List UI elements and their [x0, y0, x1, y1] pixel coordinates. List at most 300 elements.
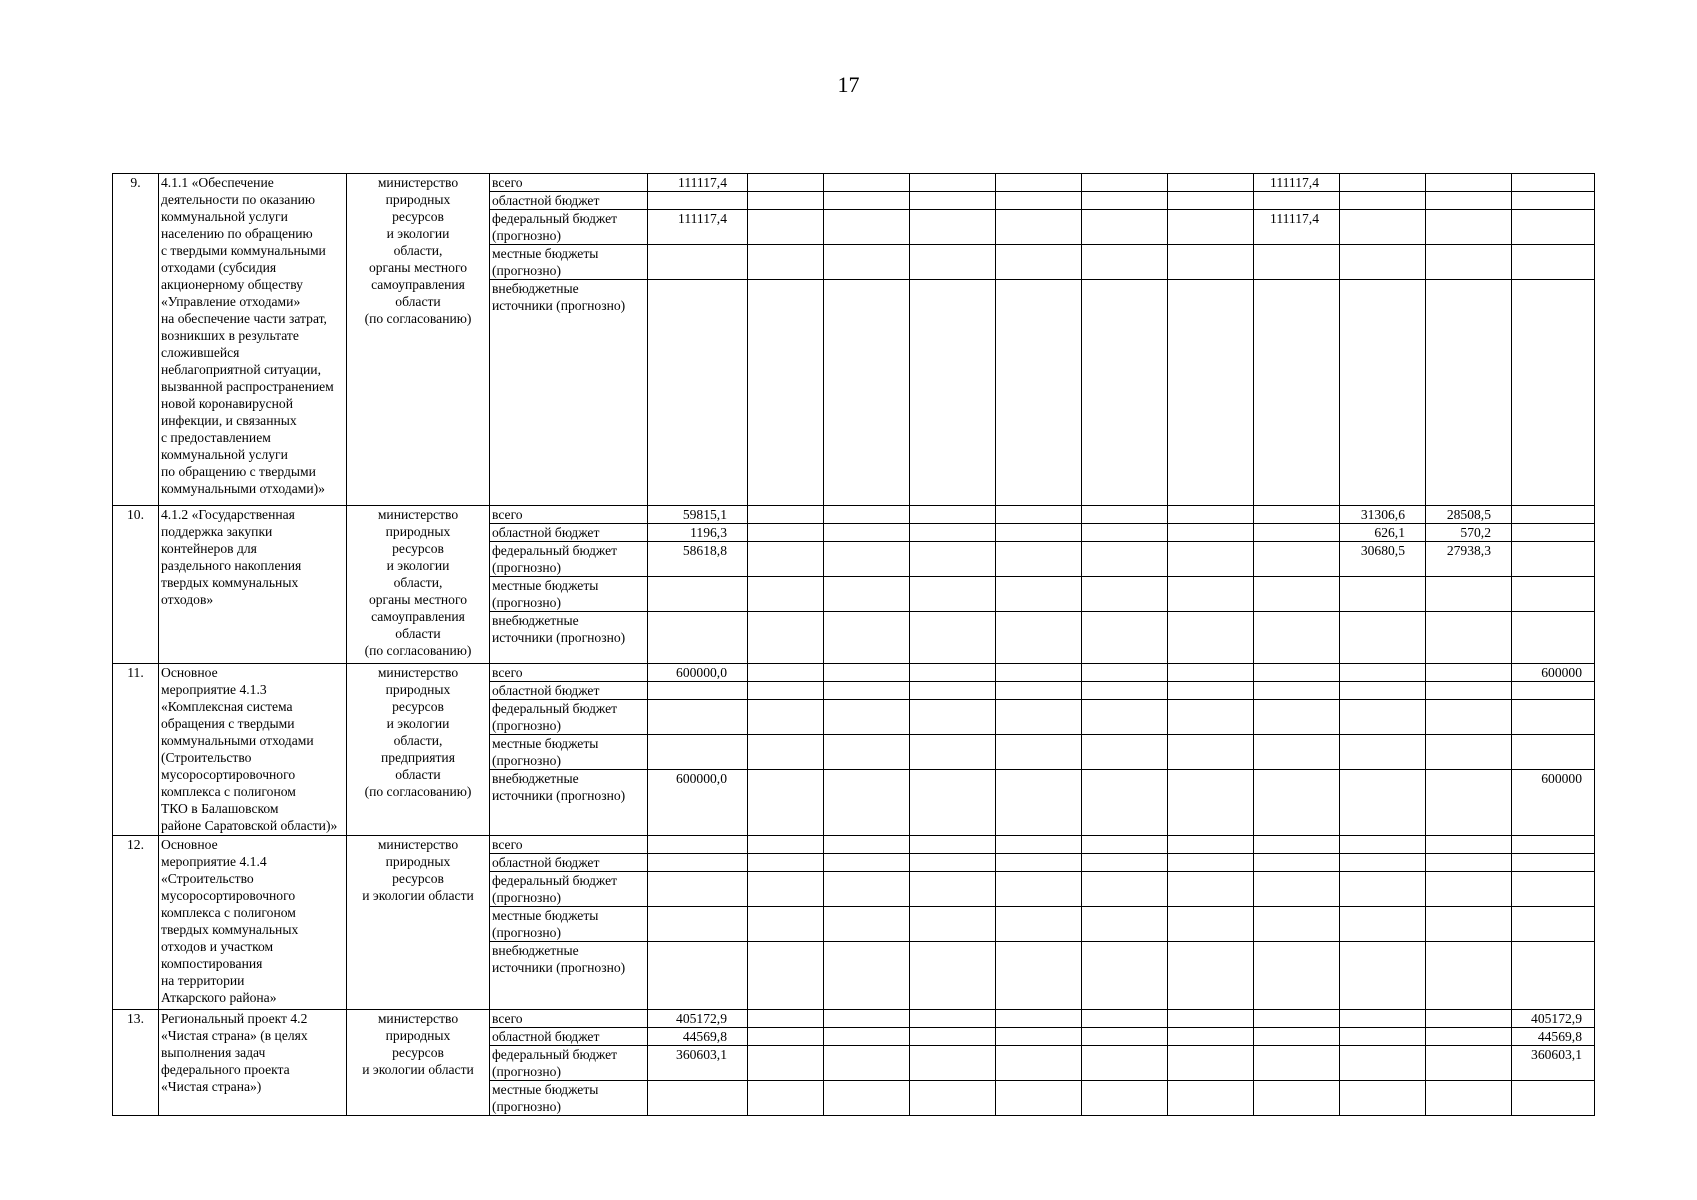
funding-source-label: местные бюджеты (прогнозно): [490, 907, 648, 942]
value-cell: [1512, 735, 1595, 770]
value-cell: [824, 942, 910, 1010]
value-cell: [910, 942, 996, 1010]
value-cell: [996, 542, 1082, 577]
value-cell: [1082, 872, 1168, 907]
value-cell: [1254, 1010, 1340, 1028]
value-cell: [910, 1010, 996, 1028]
value-cell: [824, 192, 910, 210]
value-cell: [910, 872, 996, 907]
value-cell: [1254, 700, 1340, 735]
value-cell: 44569,8: [648, 1028, 748, 1046]
value-cell: [1340, 770, 1426, 836]
value-cell: [996, 682, 1082, 700]
value-cell: [1254, 907, 1340, 942]
value-cell: [1082, 280, 1168, 506]
row-description: 4.1.1 «Обеспечение деятельности по оказанию коммунальной услуги населению по обращению с твердыми коммунальными отходами (субсидия акционерному обществу «Управление отходами» на обеспечение части затрат, возникших в результате сложившейся неблагоприятной ситуации, вызванной распространением новой коронавирусной инфекции, и связанных с предоставлением коммунальной услуги по обращению с твердыми коммунальными отходами)»: [159, 174, 347, 506]
value-cell: [1254, 872, 1340, 907]
value-cell: [1426, 700, 1512, 735]
value-cell: [748, 192, 824, 210]
value-cell: [1426, 907, 1512, 942]
row-number: 10.: [113, 506, 159, 664]
value-cell: [1340, 210, 1426, 245]
funding-source-label: внебюджетные источники (прогнозно): [490, 770, 648, 836]
row-responsible: министерство природных ресурсов и экологии области: [347, 1010, 490, 1116]
value-cell: [1254, 735, 1340, 770]
value-cell: [996, 280, 1082, 506]
value-cell: [824, 907, 910, 942]
value-cell: [1340, 907, 1426, 942]
value-cell: [748, 1028, 824, 1046]
value-cell: [1168, 942, 1254, 1010]
row-responsible: министерство природных ресурсов и экологии области, органы местного самоуправления области (по согласованию): [347, 174, 490, 506]
value-cell: [1512, 524, 1595, 542]
value-cell: [1426, 174, 1512, 192]
value-cell: [1168, 210, 1254, 245]
value-cell: [1340, 700, 1426, 735]
value-cell: [910, 210, 996, 245]
value-cell: [748, 872, 824, 907]
value-cell: [648, 836, 748, 854]
value-cell: [1254, 192, 1340, 210]
value-cell: [824, 506, 910, 524]
value-cell: [1340, 872, 1426, 907]
value-cell: [910, 907, 996, 942]
value-cell: [648, 907, 748, 942]
value-cell: [1426, 210, 1512, 245]
value-cell: [1254, 245, 1340, 280]
value-cell: [1082, 245, 1168, 280]
value-cell: [1512, 174, 1595, 192]
value-cell: [1426, 854, 1512, 872]
value-cell: [824, 612, 910, 664]
value-cell: [1082, 942, 1168, 1010]
value-cell: [910, 770, 996, 836]
value-cell: [1426, 872, 1512, 907]
value-cell: [1254, 280, 1340, 506]
value-cell: [1512, 542, 1595, 577]
value-cell: 600000,0: [648, 664, 748, 682]
value-cell: [1426, 1010, 1512, 1028]
row-description: 4.1.2 «Государственная поддержка закупки контейнеров для раздельного накопления твердых коммунальных отходов»: [159, 506, 347, 664]
value-cell: [1168, 700, 1254, 735]
value-cell: [748, 664, 824, 682]
value-cell: [648, 192, 748, 210]
value-cell: [1426, 245, 1512, 280]
table-body: [113, 174, 1595, 1116]
value-cell: [1426, 682, 1512, 700]
value-cell: [1340, 174, 1426, 192]
value-cell: [1168, 524, 1254, 542]
value-cell: [910, 577, 996, 612]
value-cell: 111117,4: [1254, 210, 1340, 245]
value-cell: [1168, 577, 1254, 612]
funding-source-label: областной бюджет: [490, 1028, 648, 1046]
value-cell: 31306,6: [1340, 506, 1426, 524]
value-cell: [1512, 872, 1595, 907]
value-cell: [824, 1010, 910, 1028]
value-cell: [648, 735, 748, 770]
value-cell: 600000,0: [648, 770, 748, 836]
funding-source-label: федеральный бюджет (прогнозно): [490, 542, 648, 577]
value-cell: [824, 1046, 910, 1081]
value-cell: [1082, 210, 1168, 245]
value-cell: [1426, 612, 1512, 664]
value-cell: [1340, 735, 1426, 770]
value-cell: [648, 577, 748, 612]
funding-source-label: областной бюджет: [490, 682, 648, 700]
value-cell: [748, 854, 824, 872]
row-responsible: министерство природных ресурсов и экологии области: [347, 836, 490, 1010]
value-cell: [996, 577, 1082, 612]
value-cell: [824, 872, 910, 907]
funding-source-label: федеральный бюджет (прогнозно): [490, 872, 648, 907]
value-cell: [910, 1028, 996, 1046]
row-number: 11.: [113, 664, 159, 836]
value-cell: [748, 174, 824, 192]
value-cell: [1082, 1010, 1168, 1028]
value-cell: [824, 577, 910, 612]
value-cell: [1082, 506, 1168, 524]
value-cell: [824, 770, 910, 836]
value-cell: [910, 506, 996, 524]
value-cell: [910, 174, 996, 192]
value-cell: [824, 1081, 910, 1116]
value-cell: [648, 700, 748, 735]
value-cell: [910, 542, 996, 577]
value-cell: [996, 506, 1082, 524]
value-cell: [910, 1046, 996, 1081]
page-number: 17: [837, 72, 860, 97]
value-cell: [1426, 577, 1512, 612]
value-cell: [1426, 836, 1512, 854]
value-cell: [1168, 542, 1254, 577]
value-cell: [1254, 524, 1340, 542]
value-cell: [748, 612, 824, 664]
value-cell: [1254, 1081, 1340, 1116]
value-cell: [1254, 542, 1340, 577]
value-cell: [748, 542, 824, 577]
value-cell: 405172,9: [1512, 1010, 1595, 1028]
funding-source-label: федеральный бюджет (прогнозно): [490, 1046, 648, 1081]
value-cell: [1512, 280, 1595, 506]
funding-source-label: всего: [490, 506, 648, 524]
value-cell: [910, 1081, 996, 1116]
value-cell: [1340, 192, 1426, 210]
value-cell: [1082, 682, 1168, 700]
value-cell: [1340, 577, 1426, 612]
value-cell: [1082, 542, 1168, 577]
value-cell: [1168, 664, 1254, 682]
value-cell: 59815,1: [648, 506, 748, 524]
value-cell: [648, 1081, 748, 1116]
value-cell: [1512, 682, 1595, 700]
value-cell: [1082, 664, 1168, 682]
value-cell: [1426, 1028, 1512, 1046]
funding-source-label: местные бюджеты (прогнозно): [490, 1081, 648, 1116]
funding-source-label: всего: [490, 1010, 648, 1028]
value-cell: [1340, 612, 1426, 664]
value-cell: [748, 506, 824, 524]
value-cell: [1082, 612, 1168, 664]
value-cell: [1168, 682, 1254, 700]
funding-source-label: областной бюджет: [490, 854, 648, 872]
value-cell: [1340, 280, 1426, 506]
funding-source-label: внебюджетные источники (прогнозно): [490, 942, 648, 1010]
value-cell: [824, 174, 910, 192]
value-cell: [1426, 735, 1512, 770]
funding-source-label: областной бюджет: [490, 192, 648, 210]
funding-source-label: областной бюджет: [490, 524, 648, 542]
value-cell: [1082, 1028, 1168, 1046]
value-cell: [1168, 280, 1254, 506]
value-cell: 360603,1: [648, 1046, 748, 1081]
value-cell: [748, 210, 824, 245]
value-cell: 111117,4: [648, 174, 748, 192]
value-cell: [1168, 735, 1254, 770]
value-cell: [648, 612, 748, 664]
value-cell: [1426, 1081, 1512, 1116]
value-cell: [1512, 1081, 1595, 1116]
value-cell: [1254, 854, 1340, 872]
value-cell: [648, 872, 748, 907]
value-cell: [1082, 1046, 1168, 1081]
value-cell: [748, 770, 824, 836]
value-cell: [748, 682, 824, 700]
value-cell: [996, 192, 1082, 210]
value-cell: [996, 524, 1082, 542]
value-cell: [824, 664, 910, 682]
value-cell: [824, 1028, 910, 1046]
value-cell: [996, 907, 1082, 942]
value-cell: [1168, 907, 1254, 942]
value-cell: [1082, 735, 1168, 770]
value-cell: [824, 735, 910, 770]
row-description: Основное мероприятие 4.1.4 «Строительство мусоросортировочного комплекса с полигоном твердых коммунальных отходов и участком компостирования на территории Аткарского района»: [159, 836, 347, 1010]
value-cell: [1082, 577, 1168, 612]
value-cell: [1512, 577, 1595, 612]
value-cell: [996, 664, 1082, 682]
value-cell: [996, 210, 1082, 245]
value-cell: [910, 735, 996, 770]
value-cell: 30680,5: [1340, 542, 1426, 577]
value-cell: [1254, 577, 1340, 612]
row-number: 9.: [113, 174, 159, 506]
value-cell: [1254, 836, 1340, 854]
value-cell: [1426, 280, 1512, 506]
value-cell: [1254, 664, 1340, 682]
value-cell: [996, 1046, 1082, 1081]
value-cell: [910, 682, 996, 700]
funding-source-label: местные бюджеты (прогнозно): [490, 577, 648, 612]
value-cell: [1426, 942, 1512, 1010]
value-cell: 626,1: [1340, 524, 1426, 542]
value-cell: [1168, 1028, 1254, 1046]
value-cell: [648, 245, 748, 280]
value-cell: [748, 1081, 824, 1116]
value-cell: [748, 280, 824, 506]
value-cell: [1254, 1028, 1340, 1046]
value-cell: [996, 872, 1082, 907]
value-cell: [1340, 1081, 1426, 1116]
value-cell: 1196,3: [648, 524, 748, 542]
value-cell: [748, 577, 824, 612]
value-cell: [648, 942, 748, 1010]
value-cell: [1168, 872, 1254, 907]
value-cell: 58618,8: [648, 542, 748, 577]
value-cell: [1254, 1046, 1340, 1081]
value-cell: [1082, 524, 1168, 542]
value-cell: [1082, 836, 1168, 854]
value-cell: [1168, 770, 1254, 836]
financing-table: [112, 173, 1595, 1116]
value-cell: 111117,4: [648, 210, 748, 245]
table-row: [113, 836, 1595, 854]
value-cell: [1426, 770, 1512, 836]
value-cell: [996, 854, 1082, 872]
value-cell: [1340, 1028, 1426, 1046]
value-cell: [748, 1010, 824, 1028]
table-row: [113, 1010, 1595, 1028]
value-cell: [1340, 682, 1426, 700]
value-cell: [824, 280, 910, 506]
value-cell: 570,2: [1426, 524, 1512, 542]
value-cell: [1340, 854, 1426, 872]
funding-source-label: внебюджетные источники (прогнозно): [490, 612, 648, 664]
value-cell: [1426, 664, 1512, 682]
value-cell: [824, 836, 910, 854]
value-cell: [1254, 612, 1340, 664]
value-cell: [1168, 612, 1254, 664]
value-cell: [748, 836, 824, 854]
row-number: 12.: [113, 836, 159, 1010]
value-cell: [1512, 854, 1595, 872]
value-cell: [748, 735, 824, 770]
table-row: [113, 174, 1595, 192]
value-cell: [1254, 770, 1340, 836]
value-cell: [1426, 1046, 1512, 1081]
funding-source-label: всего: [490, 836, 648, 854]
value-cell: [1340, 942, 1426, 1010]
funding-source-label: всего: [490, 664, 648, 682]
value-cell: [1512, 942, 1595, 1010]
value-cell: [1168, 245, 1254, 280]
value-cell: [910, 245, 996, 280]
value-cell: [1168, 506, 1254, 524]
value-cell: [996, 1028, 1082, 1046]
value-cell: [748, 700, 824, 735]
value-cell: [1512, 245, 1595, 280]
value-cell: [910, 854, 996, 872]
value-cell: [1512, 192, 1595, 210]
value-cell: [1340, 836, 1426, 854]
value-cell: [1168, 836, 1254, 854]
value-cell: [1082, 700, 1168, 735]
table-row: [113, 664, 1595, 682]
value-cell: [1340, 245, 1426, 280]
funding-source-label: местные бюджеты (прогнозно): [490, 735, 648, 770]
value-cell: [910, 612, 996, 664]
value-cell: [1082, 192, 1168, 210]
value-cell: [1254, 506, 1340, 524]
value-cell: [1168, 1081, 1254, 1116]
value-cell: [748, 942, 824, 1010]
value-cell: [1340, 664, 1426, 682]
value-cell: [910, 192, 996, 210]
row-number: 13.: [113, 1010, 159, 1116]
value-cell: [996, 770, 1082, 836]
value-cell: [1254, 682, 1340, 700]
value-cell: [824, 245, 910, 280]
value-cell: [910, 280, 996, 506]
value-cell: 360603,1: [1512, 1046, 1595, 1081]
funding-source-label: всего: [490, 174, 648, 192]
value-cell: [1512, 506, 1595, 524]
value-cell: [1082, 907, 1168, 942]
value-cell: [1168, 174, 1254, 192]
row-description: Основное мероприятие 4.1.3 «Комплексная система обращения с твердыми коммунальными отходами (Строительство мусоросортировочного комплекса с полигоном ТКО в Балашовском районе Саратовской области)»: [159, 664, 347, 836]
value-cell: [1168, 1010, 1254, 1028]
value-cell: [1082, 1081, 1168, 1116]
value-cell: [1254, 942, 1340, 1010]
value-cell: [996, 735, 1082, 770]
value-cell: [748, 1046, 824, 1081]
value-cell: [1512, 210, 1595, 245]
value-cell: [1082, 854, 1168, 872]
value-cell: [648, 280, 748, 506]
value-cell: [996, 245, 1082, 280]
value-cell: [748, 907, 824, 942]
value-cell: [1168, 192, 1254, 210]
value-cell: [996, 836, 1082, 854]
value-cell: [1340, 1046, 1426, 1081]
funding-source-label: федеральный бюджет (прогнозно): [490, 700, 648, 735]
value-cell: [1512, 907, 1595, 942]
value-cell: [1426, 192, 1512, 210]
value-cell: [648, 854, 748, 872]
row-responsible: министерство природных ресурсов и экологии области, предприятия области (по согласованию): [347, 664, 490, 836]
value-cell: [910, 524, 996, 542]
value-cell: [996, 174, 1082, 192]
value-cell: [824, 682, 910, 700]
value-cell: [824, 700, 910, 735]
value-cell: [824, 542, 910, 577]
funding-source-label: внебюджетные источники (прогнозно): [490, 280, 648, 506]
value-cell: [996, 1081, 1082, 1116]
value-cell: [996, 612, 1082, 664]
value-cell: [996, 700, 1082, 735]
value-cell: [1082, 770, 1168, 836]
value-cell: [910, 700, 996, 735]
value-cell: [1340, 1010, 1426, 1028]
value-cell: [1512, 700, 1595, 735]
table-row: [113, 506, 1595, 524]
value-cell: [824, 524, 910, 542]
value-cell: [1512, 612, 1595, 664]
value-cell: [748, 524, 824, 542]
value-cell: 28508,5: [1426, 506, 1512, 524]
value-cell: 44569,8: [1512, 1028, 1595, 1046]
row-responsible: министерство природных ресурсов и экологии области, органы местного самоуправления области (по согласованию): [347, 506, 490, 664]
value-cell: [996, 1010, 1082, 1028]
value-cell: [1168, 1046, 1254, 1081]
value-cell: [748, 245, 824, 280]
value-cell: [648, 682, 748, 700]
value-cell: [1168, 854, 1254, 872]
value-cell: [910, 664, 996, 682]
value-cell: 600000: [1512, 770, 1595, 836]
value-cell: 27938,3: [1426, 542, 1512, 577]
value-cell: 405172,9: [648, 1010, 748, 1028]
